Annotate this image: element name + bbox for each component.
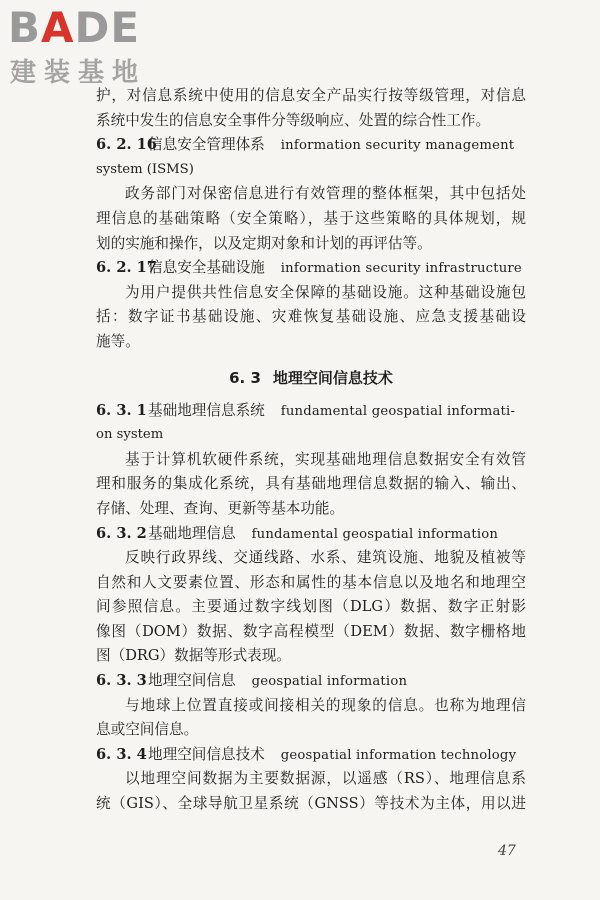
term-english: fundamental geospatial information xyxy=(251,526,499,542)
term-number: 6. 2. 16 xyxy=(96,136,157,154)
body-line: 图（DRG）数据等形式表现。 xyxy=(96,647,291,665)
term-number: 6. 2. 17 xyxy=(96,259,157,277)
watermark-subtitle: 建装基地 xyxy=(10,58,147,88)
term-english: information security infrastructure xyxy=(280,261,522,277)
term-chinese: 信息安全管理体系 xyxy=(148,136,265,154)
body-line: 理信息的基础策略（安全策略），基于这些策略的具体规划，规 xyxy=(96,209,526,227)
body-line: 基于计算机软硬件系统，实现基础地理信息数据安全有效管 xyxy=(125,450,526,468)
section-number: 6. 3 xyxy=(229,368,261,387)
watermark-logo xyxy=(8,3,188,92)
term-chinese: 地理空间信息 xyxy=(148,672,236,690)
term-heading-6-3-3 xyxy=(96,669,526,694)
term-chinese: 信息安全基础设施 xyxy=(148,259,265,277)
body-line: 理和服务的集成化系统，具有基础地理信息数据的输入、输出、 xyxy=(96,475,526,493)
body-line: 像图（DOM）数据、数字高程模型（DEM）数据、数字栅格地 xyxy=(96,622,526,640)
body-line: 自然和人文要素位置、形态和属性的基本信息以及地名和地理空 xyxy=(96,573,526,591)
term-heading-6-3-1 xyxy=(96,399,526,424)
document-body xyxy=(96,84,526,817)
body-line: 护，对信息系统中使用的信息安全产品实行按等级管理，对信息 xyxy=(96,87,526,104)
body-line: 息或空间信息。 xyxy=(96,721,199,739)
term-heading-6-3-2 xyxy=(96,522,526,547)
body-line: 与地球上位置直接或间接相关的现象的信息。也称为地理信 xyxy=(125,696,526,714)
body-line: 反映行政界线、交通线路、水系、建筑设施、地貌及植被等 xyxy=(125,549,526,567)
term-chinese: 基础地理信息 xyxy=(148,524,236,542)
term-chinese: 地理空间信息技术 xyxy=(148,745,265,763)
term-heading-6-2-16 xyxy=(96,133,526,158)
term-english: geospatial information xyxy=(251,674,408,690)
body-line: 为用户提供共性信息安全保障的基础设施。这种基础设施包 xyxy=(125,283,526,301)
body-line: 系统中发生的信息安全事件分等级响应、处置的综合性工作。 xyxy=(96,111,491,129)
body-line: 间参照信息。主要通过数字线划图（DLG）数据、数字正射影 xyxy=(96,598,526,616)
term-heading-6-2-17 xyxy=(96,256,526,281)
body-line: 施等。 xyxy=(96,332,140,350)
body-line: 以地理空间数据为主要数据源，以遥感（RS）、地理信息系 xyxy=(125,770,526,788)
watermark-brand: BADE xyxy=(8,3,141,52)
term-number: 6. 3. 2 xyxy=(96,524,147,542)
term-english: geospatial information technology xyxy=(280,747,517,763)
term-chinese: 基础地理信息系统 xyxy=(148,401,265,419)
term-english-continued: on system xyxy=(96,427,164,443)
term-heading-6-3-4 xyxy=(96,743,526,768)
term-number: 6. 3. 4 xyxy=(96,745,147,763)
section-title-6-3 xyxy=(96,359,526,397)
body-line: 存储、处理、查询、更新等基本功能。 xyxy=(96,499,345,517)
term-english-continued: system (ISMS) xyxy=(96,161,194,177)
body-line: 括：数字证书基础设施、灾难恢复基础设施、应急支援基础设 xyxy=(96,308,526,326)
section-name: 地理空间信息技术 xyxy=(272,368,393,387)
body-line: 统（GIS）、全球导航卫星系统（GNSS）等技术为主体，用以进 xyxy=(96,795,526,813)
term-english: information security management xyxy=(280,138,515,154)
page-number: 47 xyxy=(498,843,516,859)
term-number: 6. 3. 3 xyxy=(96,672,147,690)
body-line: 政务部门对保密信息进行有效管理的整体框架，其中包括处 xyxy=(125,185,526,203)
body-line: 划的实施和操作，以及定期对象和计划的再评估等。 xyxy=(96,234,432,252)
term-number: 6. 3. 1 xyxy=(96,401,147,419)
term-english: fundamental geospatial informati- xyxy=(280,403,516,419)
